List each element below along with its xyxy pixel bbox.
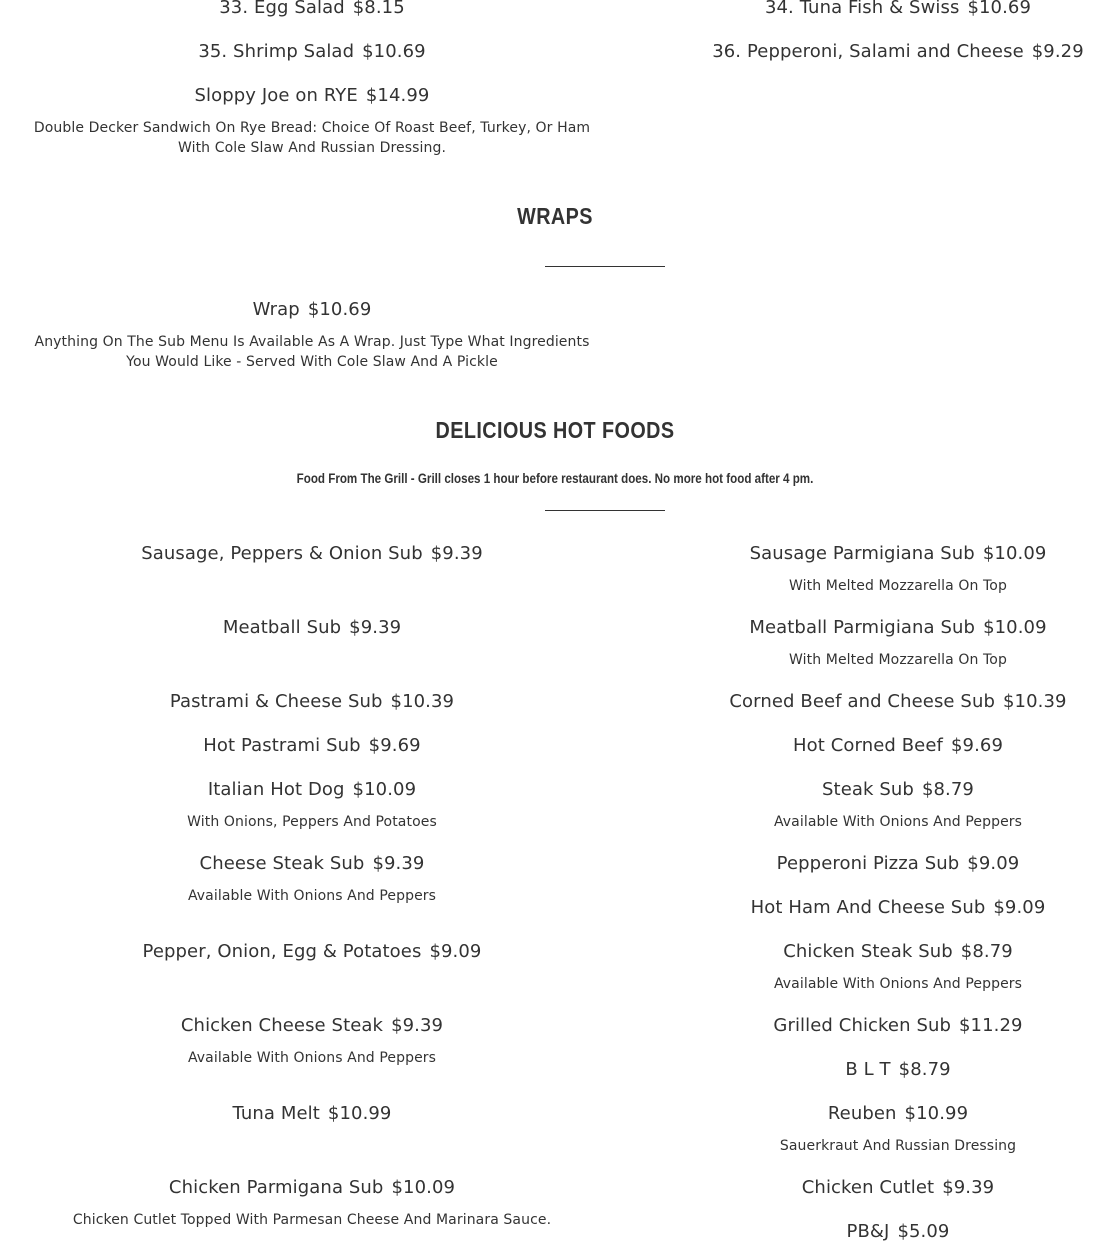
item-name: B L T <box>845 1059 891 1080</box>
menu-item <box>664 779 1110 801</box>
menu-item <box>664 941 1110 963</box>
item-name: Sloppy Joe on RYE <box>194 85 358 106</box>
menu-item <box>664 617 1110 639</box>
item-price: $9.69 <box>950 735 1003 756</box>
item-price: $10.69 <box>362 41 426 62</box>
item-name: Chicken Parmigana Sub <box>168 1177 384 1198</box>
item-name: Pepperoni Pizza Sub <box>776 853 960 874</box>
item-name: Chicken Steak Sub <box>783 941 953 962</box>
item-price: $9.39 <box>349 617 402 638</box>
item-price: $10.99 <box>327 1103 392 1124</box>
item-price: $10.39 <box>390 691 455 712</box>
section-title-wraps: WRAPS <box>517 203 593 229</box>
item-name: Meatball Sub <box>222 617 342 638</box>
section-divider <box>545 510 665 511</box>
item-price: $10.69 <box>967 0 1032 18</box>
section-divider <box>545 266 665 267</box>
item-price: $9.39 <box>391 1015 444 1036</box>
item-name: Chicken Cutlet <box>801 1177 935 1198</box>
item-name: Hot Ham And Cheese Sub <box>750 897 986 918</box>
item-price: $8.15 <box>352 0 405 18</box>
item-name: Italian Hot Dog <box>207 779 345 800</box>
item-price: $9.29 <box>1031 41 1084 62</box>
menu-item <box>0 779 624 801</box>
item-description: Available With Onions And Peppers <box>773 814 1023 830</box>
item-description: Available With Onions And Peppers <box>773 976 1023 992</box>
menu-item <box>664 735 1110 757</box>
item-price: $8.79 <box>898 1059 951 1080</box>
item-name: PB&J <box>846 1221 890 1242</box>
menu-item <box>0 0 624 19</box>
item-name: Pastrami & Cheese Sub <box>169 691 383 712</box>
item-price: $14.99 <box>365 85 430 106</box>
menu-item <box>664 691 1110 713</box>
item-price: $10.09 <box>982 543 1047 564</box>
item-price: $10.09 <box>391 1177 456 1198</box>
item-name: Grilled Chicken Sub <box>773 1015 951 1036</box>
item-description: With Melted Mozzarella On Top <box>789 578 1007 594</box>
menu-item <box>0 41 624 63</box>
item-name: Tuna Melt <box>232 1103 320 1124</box>
menu-item <box>0 853 624 875</box>
item-name: Hot Corned Beef <box>793 735 943 756</box>
item-description: Available With Onions And Peppers <box>187 1050 437 1066</box>
item-price: $9.69 <box>368 735 421 756</box>
item-name: Wrap <box>252 299 300 320</box>
item-price: $9.39 <box>942 1177 995 1198</box>
item-name: 36. Pepperoni, Salami and Cheese <box>712 41 1024 62</box>
item-description: Chicken Cutlet Topped With Parmesan Cheese And Marinara Sauce. <box>72 1212 552 1228</box>
item-name: Meatball Parmigiana Sub <box>749 617 976 638</box>
item-price: $9.39 <box>430 543 483 564</box>
item-price: $10.09 <box>983 617 1047 638</box>
menu-item <box>664 0 1110 19</box>
item-price: $10.69 <box>307 299 372 320</box>
item-name: Chicken Cheese Steak <box>180 1015 384 1036</box>
item-description-line: You Would Like - Served With Cole Slaw And A Pickle <box>126 354 498 370</box>
menu-item <box>664 897 1110 919</box>
item-description: With Onions, Peppers And Potatoes <box>187 814 437 830</box>
item-price: $11.29 <box>959 1015 1023 1036</box>
item-price: $8.79 <box>921 779 974 800</box>
menu-item <box>0 85 624 107</box>
item-name: Corned Beef and Cheese Sub <box>729 691 995 712</box>
item-price: $9.39 <box>372 853 425 874</box>
item-name: Cheese Steak Sub <box>199 853 365 874</box>
item-price: $10.09 <box>352 779 417 800</box>
menu-item <box>0 543 624 565</box>
menu-item <box>664 1177 1110 1199</box>
menu-item <box>664 1059 1110 1081</box>
item-price: $9.09 <box>993 897 1046 918</box>
item-name: Pepper, Onion, Egg & Potatoes <box>142 941 422 962</box>
menu-item <box>664 543 1110 565</box>
item-name: Sausage, Peppers & Onion Sub <box>141 543 423 564</box>
item-description: With Melted Mozzarella On Top <box>789 652 1007 668</box>
item-price: $9.09 <box>967 853 1020 874</box>
item-name: 35. Shrimp Salad <box>198 41 355 62</box>
item-name: Sausage Parmigiana Sub <box>749 543 975 564</box>
menu-item <box>0 299 624 321</box>
menu-item <box>0 1103 624 1125</box>
menu-item <box>664 1015 1110 1037</box>
item-price: $5.09 <box>897 1221 950 1242</box>
menu-item <box>0 1177 624 1199</box>
menu-item <box>0 941 624 963</box>
item-description-line: Double Decker Sandwich On Rye Bread: Choice Of Roast Beef, Turkey, Or Ham <box>33 120 591 136</box>
menu-item <box>0 735 624 757</box>
item-description: Sauerkraut And Russian Dressing <box>779 1138 1017 1154</box>
item-name: Hot Pastrami Sub <box>203 735 361 756</box>
item-description-line: Anything On The Sub Menu Is Available As A Wrap. Just Type What Ingredients <box>34 334 590 350</box>
item-name: Reuben <box>827 1103 897 1124</box>
menu-item <box>664 41 1110 63</box>
menu-item <box>664 853 1110 875</box>
menu-item <box>0 617 624 639</box>
item-price: $10.99 <box>904 1103 969 1124</box>
menu-item <box>0 691 624 713</box>
item-description: Available With Onions And Peppers <box>187 888 437 904</box>
item-name: 34. Tuna Fish & Swiss <box>764 0 960 18</box>
menu-item <box>664 1221 1110 1243</box>
item-price: $10.39 <box>1003 691 1067 712</box>
item-description-line: With Cole Slaw And Russian Dressing. <box>177 140 447 156</box>
item-name: 33. Egg Salad <box>219 0 345 18</box>
section-title-hot-foods: DELICIOUS HOT FOODS <box>435 417 675 443</box>
menu-item <box>664 1103 1110 1125</box>
section-note: Food From The Grill - Grill closes 1 hour before restaurant does. No more hot food after 4 pm. <box>296 471 814 486</box>
item-description <box>0 332 624 372</box>
menu-item <box>0 1015 624 1037</box>
item-name: Steak Sub <box>822 779 914 800</box>
item-price: $9.09 <box>429 941 482 962</box>
item-description <box>0 118 624 158</box>
item-price: $8.79 <box>960 941 1013 962</box>
